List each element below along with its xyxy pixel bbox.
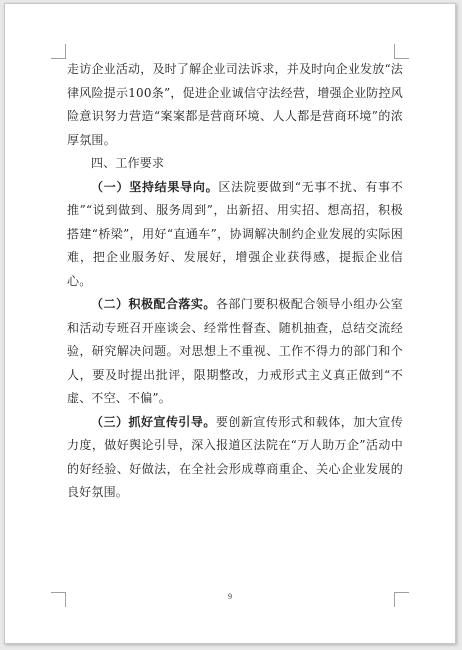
document-page	[4, 3, 456, 644]
page-number: 9	[228, 592, 232, 601]
document-body	[67, 58, 403, 505]
item-3-text: 要创新宣传形式和载体，加大宣传力度，做好舆论引导，深入报道区法院在“万人助万企”活动中的好经验、好做法，在全社会形成尊商重企、关心企业发展的良好氛围。	[67, 414, 403, 499]
paragraph-item-3	[67, 411, 403, 505]
item-2-lead: （二）积极配合落实。	[91, 297, 216, 311]
crop-mark-top-right	[394, 44, 409, 59]
paragraph-continuation: 走访企业活动，及时了解企业司法诉求，并及时向企业发放“法律风险提示100条”，促进企业诚信守法经营，增强企业防控风险意识努力营造“案案都是营商环境、人人都是营商环境”的浓厚氛围。	[67, 62, 403, 147]
item-1-lead: （一）坚持结果导向。	[91, 179, 219, 194]
paragraph-item-2	[67, 293, 403, 411]
crop-mark-top-left	[51, 44, 66, 59]
paragraph-item-1	[67, 176, 403, 294]
item-1-text: 区法院要做到“无事不扰、有事不推”“说到做到、服务周到”，出新招、用实招、想高招，积极搭建“桥梁”，用好“直通车”，协调解决制约企业发展的实际困难，把企业服务好、发展好，增强企业获得感，提振企业信心。	[67, 179, 403, 288]
item-2-text: 各部门要积极配合领导小组办公室和活动专班召开座谈会、经常性督查、随机抽查，总结交流经验，研究解决问题。对思想上不重视、工作不得力的部门和个人，要及时提出批评，限期整改，力戒形式主义真正做到“不虚、不空、不偏”。	[67, 297, 403, 405]
item-3-lead: （三）抓好宣传引导。	[91, 414, 216, 429]
section-heading-work-requirements: 四、工作要求	[91, 156, 165, 170]
